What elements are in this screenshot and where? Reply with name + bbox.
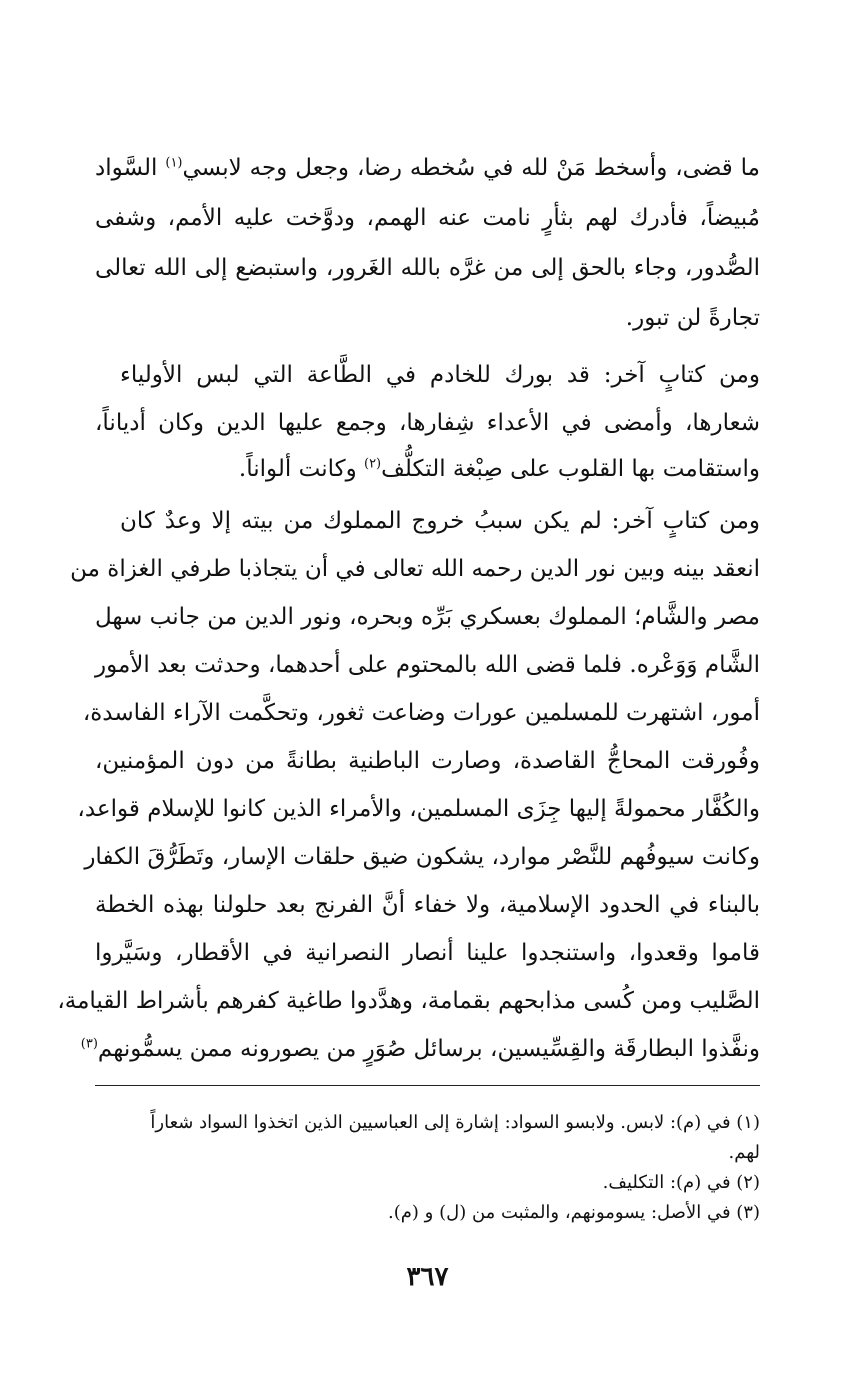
text-line: ما قضى، وأسخط مَنْ لله في سُخطه رضا، وجعل وجه لابسي$^{(١)}$ السَّواد [95, 155, 761, 181]
text-line: أمور، اشتهرت للمسلمين عورات وضاعت ثغور، وتحكَّمت الآراء الفاسدة، [82, 700, 760, 726]
text-line: الشَّام وَوَعْره. فلما قضى الله بالمحتوم على أحدهما، وحدثت بعد الأمور [95, 652, 760, 678]
footnote-1: (١) في (م): لابس. ولابسو السواد: إشارة إلى العباسيين الذين اتخذوا السواد شعاراً [150, 1112, 760, 1133]
text-line: والكُفَّار محمولةً إليها جِزَى المسلمين، والأمراء الذين كانوا للإسلام قواعد، [77, 796, 760, 822]
text-line: ونفَّذوا البطارقَة والقِسِّيسين، برسائل صُوَرٍ من يصورونه ممن يسمُّونهم$^{(٣)}$ [80, 1036, 760, 1062]
text-line: مُبيضاً، فأدرك لهم بثأرٍ نامت عنه الهمم، ودوَّخت عليه الأمم، وشفى [95, 205, 760, 231]
text-line: شعارها، وأمضى في الأعداء شِفارها، وجمع عليها الدين وكان أدياناً، [95, 410, 760, 436]
text-line: ومن كتابٍ آخر: لم يكن سببُ خروج المملوك من بيته إلا وعدٌ كان [120, 508, 760, 534]
footnote-ref[interactable]: (٣) [80, 1036, 98, 1052]
footnote-1-cont: لهم. [728, 1142, 760, 1163]
text-line: الصُّدور، وجاء بالحق إلى من غرَّه بالله الغَرور، واستبضع إلى الله تعالى [95, 255, 760, 281]
text-line: انعقد بينه وبين نور الدين رحمه الله تعالى في أن يتجاذبا طرفي الغزاة من [70, 556, 760, 582]
text-line: وكانت سيوفُهم للنَّصْر موارد، يشكون ضيق حلقات الإسار، وتَطَرُّقَ الكفار [84, 844, 760, 870]
text-line: الصَّليب ومن كُسى مذابحهم بقمامة، وهدَّدوا طاغية كفرهم بأشراط القيامة، [57, 988, 760, 1014]
footnote-2: (٢) في (م): التكليف. [602, 1172, 760, 1193]
text-line: ومن كتابٍ آخر: قد بورك للخادم في الطَّاعة التي لبس الأولياء [120, 362, 760, 388]
text-line: مصر والشَّام؛ المملوك بعسكري بَرِّه وبحره، ونور الدين من جانب سهل [95, 604, 760, 630]
footnote-separator [95, 1085, 760, 1086]
footnote-ref[interactable]: (٢) [363, 456, 382, 472]
footnote-ref[interactable]: (١) [165, 155, 183, 171]
text-line: واستقامت بها القلوب على صِبْغة التكلُّف$^{(٢)}$ وكانت ألواناً. [238, 456, 760, 482]
page-number: ٣٦٧ [406, 1262, 449, 1292]
text-line: وفُورقت المحاجُّ القاصدة، وصارت الباطنية بطانةً من دون المؤمنين، [95, 748, 760, 774]
text-line: تجارةً لن تبور. [625, 305, 760, 331]
text-line: قاموا وقعدوا، واستنجدوا علينا أنصار النصرانية في الأقطار، وسَيَّروا [95, 940, 760, 966]
text-line: بالبناء في الحدود الإسلامية، ولا خفاء أنَّ الفرنج بعد حلولنا بهذه الخطة [95, 892, 760, 918]
footnote-3: (٣) في الأصل: يسومونهم، والمثبت من (ل) و (م). [388, 1202, 760, 1223]
